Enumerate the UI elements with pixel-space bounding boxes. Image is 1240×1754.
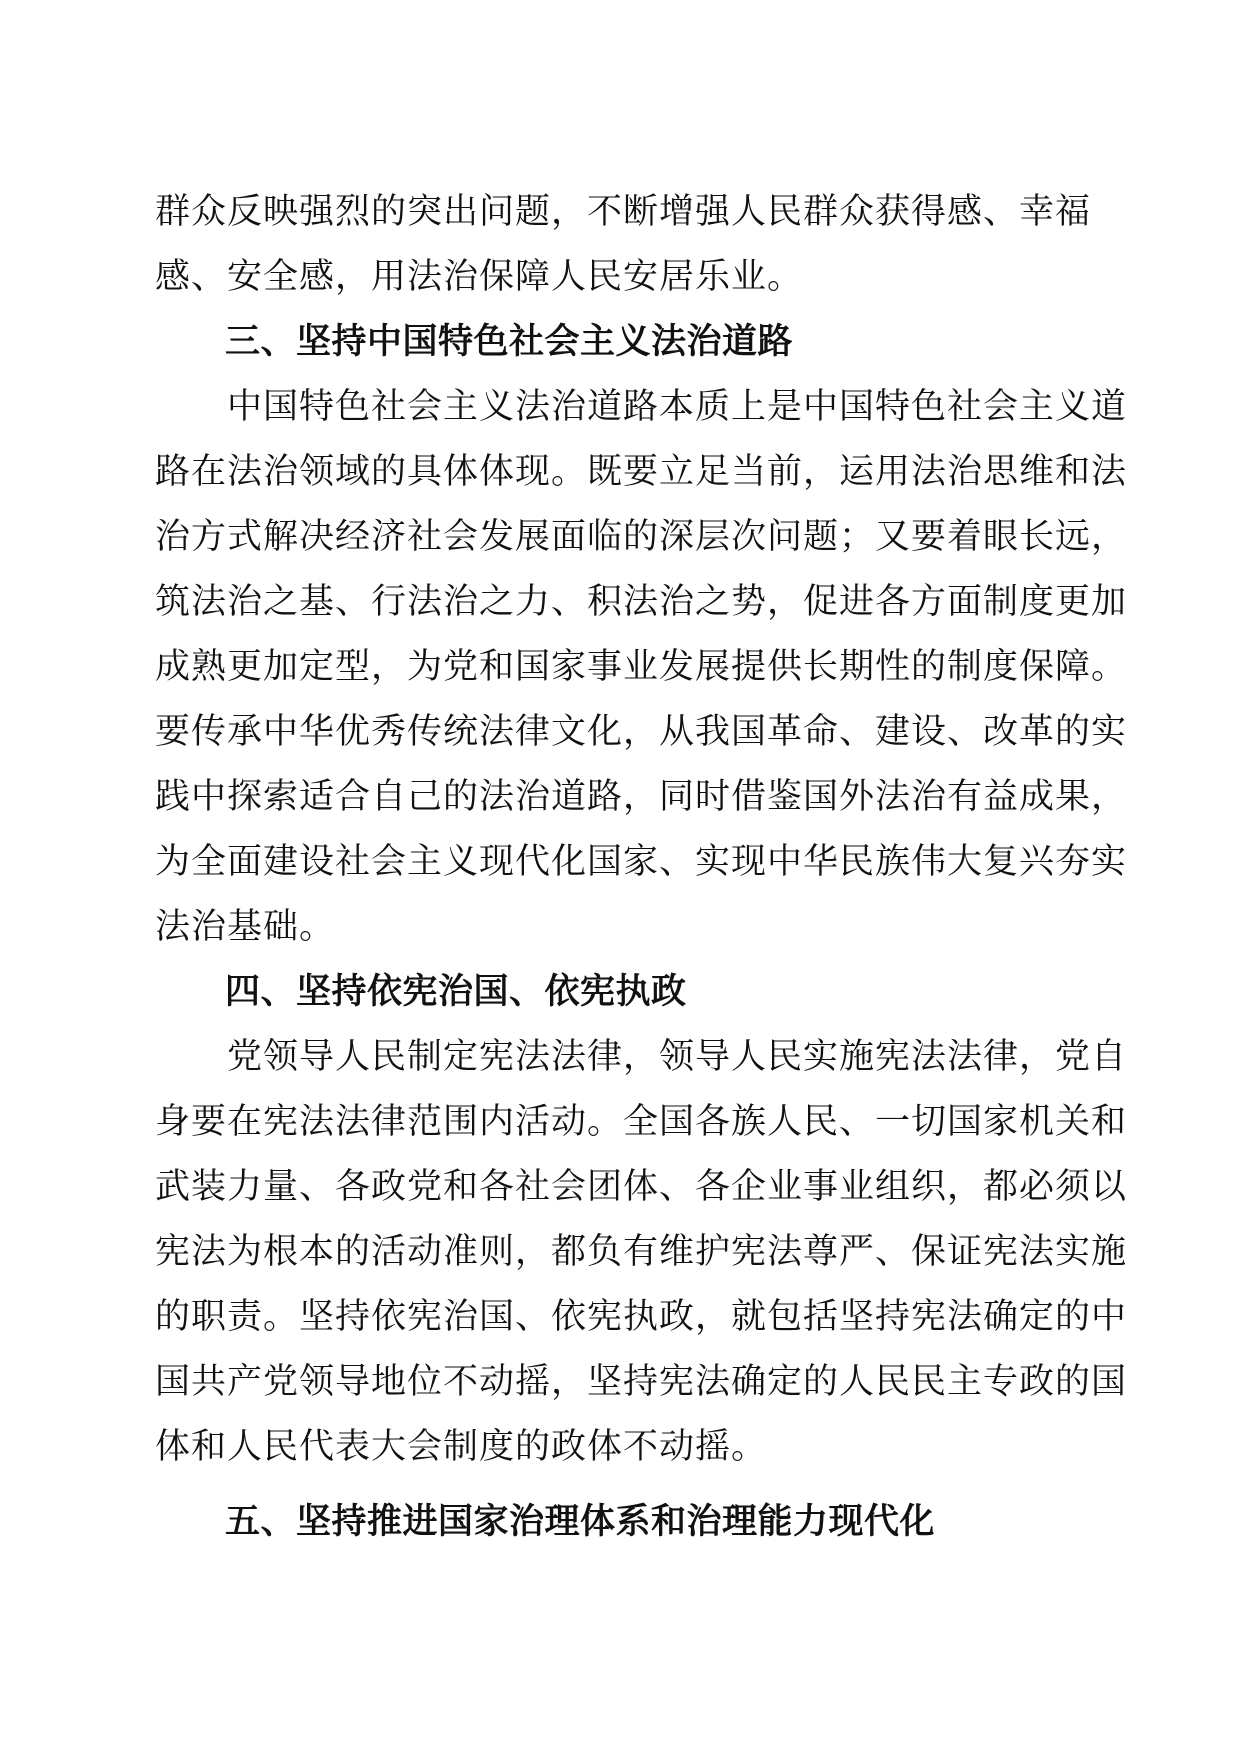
paragraph-section-3 <box>155 375 1128 960</box>
text-line: 群众反映强烈的突出问题，不断增强人民群众获得感、幸福 <box>155 192 1092 232</box>
text-line: 法治基础。 <box>155 907 336 947</box>
paragraph-section-4 <box>155 1025 1128 1480</box>
text-line: 要传承中华优秀传统法律文化，从我国革命、建设、改革的实 <box>155 712 1128 752</box>
paragraph-intro <box>155 180 1092 310</box>
text-line: 为全面建设社会主义现代化国家、实现中华民族伟大复兴夯实 <box>155 842 1128 882</box>
text-line: 武装力量、各政党和各社会团体、各企业事业组织，都必须以 <box>155 1167 1128 1207</box>
section-heading-3: 三、坚持中国特色社会主义法治道路 <box>225 322 794 362</box>
section-heading-5: 五、坚持推进国家治理体系和治理能力现代化 <box>225 1502 936 1542</box>
document-body <box>155 180 1128 1555</box>
text-line: 感、安全感，用法治保障人民安居乐业。 <box>155 257 804 297</box>
text-line: 党领导人民制定宪法法律，领导人民实施宪法法律，党自 <box>155 1037 1128 1077</box>
text-line: 国共产党领导地位不动摇，坚持宪法确定的人民民主专政的国 <box>155 1362 1128 1402</box>
spacer <box>155 1480 1080 1490</box>
text-line: 宪法为根本的活动准则，都负有维护宪法尊严、保证宪法实施 <box>155 1232 1128 1272</box>
text-line: 中国特色社会主义法治道路本质上是中国特色社会主义道 <box>155 387 1128 427</box>
section-heading-4: 四、坚持依宪治国、依宪执政 <box>225 972 687 1012</box>
text-line: 身要在宪法法律范围内活动。全国各族人民、一切国家机关和 <box>155 1102 1128 1142</box>
text-line: 践中探索适合自己的法治道路，同时借鉴国外法治有益成果， <box>155 777 1128 817</box>
text-line: 路在法治领域的具体体现。既要立足当前，运用法治思维和法 <box>155 452 1128 492</box>
text-line: 筑法治之基、行法治之力、积法治之势，促进各方面制度更加 <box>155 582 1128 622</box>
text-line: 成熟更加定型，为党和国家事业发展提供长期性的制度保障。 <box>155 647 1128 687</box>
text-line: 治方式解决经济社会发展面临的深层次问题；又要着眼长远， <box>155 517 1128 557</box>
text-line: 的职责。坚持依宪治国、依宪执政，就包括坚持宪法确定的中 <box>155 1297 1128 1337</box>
text-line: 体和人民代表大会制度的政体不动摇。 <box>155 1427 768 1467</box>
